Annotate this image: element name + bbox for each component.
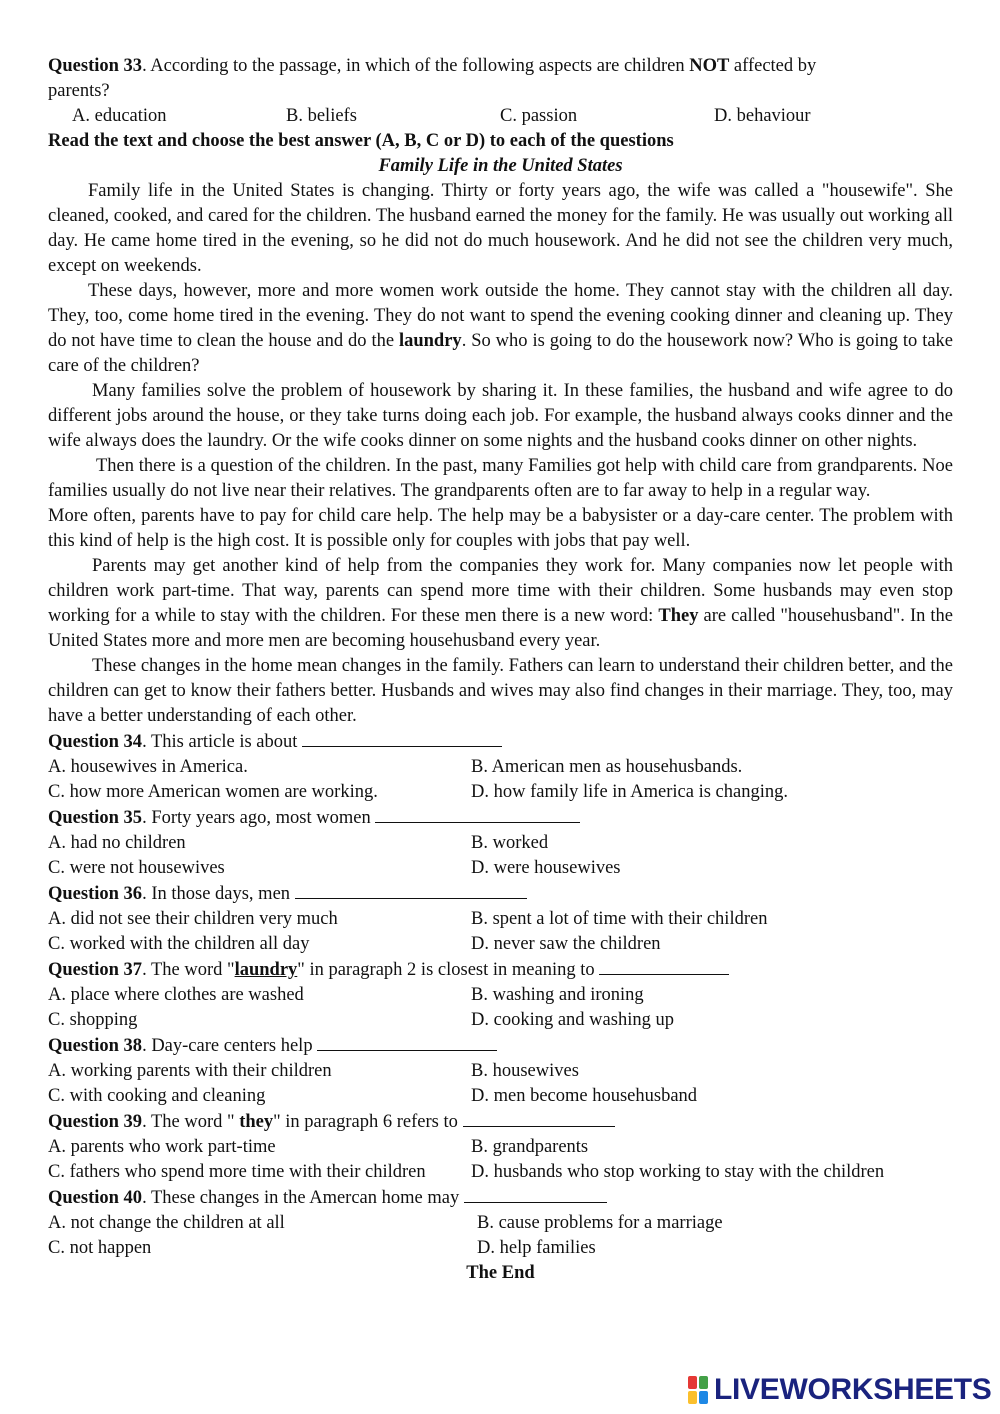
option-a[interactable]: A. not change the children at all <box>48 1213 285 1233</box>
passage-title: Family Life in the United States <box>378 156 623 176</box>
options-row <box>48 755 953 780</box>
question-38: Question 38. Day-care centers help <box>48 1033 953 1059</box>
option-c[interactable]: C. how more American women are working. <box>48 782 378 802</box>
option-c[interactable]: C. were not housewives <box>48 858 225 878</box>
answer-blank[interactable] <box>464 1185 607 1203</box>
liveworksheets-logo <box>688 1372 992 1408</box>
question-39: Question 39. The word " they" in paragraph 6 refers to <box>48 1109 953 1135</box>
question-33-continuation: parents? <box>48 81 110 101</box>
question-label: Question 33 <box>48 56 143 76</box>
paragraph-6: Parents may get another kind of help from the companies they work for. Many companies now let people with children work part-time. That way, parents can spend more time with their children. Some husbands may even stop working for a while to stay with the children. For these men there is a new word: They are called "househusband". In the United States more and more men are becoming househusband every year. <box>48 556 954 651</box>
option-a[interactable]: A. education <box>72 106 167 126</box>
option-b[interactable]: B. spent a lot of time with their children <box>471 909 768 929</box>
options-row <box>48 831 953 856</box>
paragraph-4: Then there is a question of the children. In the past, many Families got help with child care from grandparents. Noe families usually do not live near their relatives. The grandparents often are to far away to help in a regular way. <box>48 456 953 501</box>
options-row <box>48 1160 953 1185</box>
option-d[interactable]: D. behaviour <box>714 106 811 126</box>
option-b[interactable]: B. housewives <box>471 1061 579 1081</box>
question-label: Question 34 <box>48 732 143 752</box>
logo-square-blue <box>699 1391 708 1404</box>
question-33-options <box>48 104 953 129</box>
question-34: Question 34. This article is about <box>48 729 953 755</box>
option-d[interactable]: D. husbands who stop working to stay with the children <box>471 1162 885 1182</box>
paragraph-5: More often, parents have to pay for child care help. The help may be a babysister or a day-care center. The problem with this kind of help is the high cost. It is possible only for couples with jobs that pay well. <box>48 506 953 551</box>
answer-blank[interactable] <box>375 805 580 823</box>
option-c[interactable]: C. passion <box>500 106 578 126</box>
options-row <box>48 856 953 881</box>
option-b[interactable]: B. American men as househusbands. <box>471 757 743 777</box>
option-b[interactable]: B. grandparents <box>471 1137 589 1157</box>
highlighted-word: they <box>239 1112 274 1132</box>
option-b[interactable]: B. beliefs <box>286 106 357 126</box>
question-40: Question 40. These changes in the Amercan home may <box>48 1185 953 1211</box>
logo-square-yellow <box>688 1391 697 1404</box>
option-d[interactable]: D. how family life in America is changing. <box>471 782 788 802</box>
question-label: Question 37 <box>48 960 143 980</box>
question-33: Question 33. According to the passage, in which of the following aspects are children NOT affected by <box>48 56 817 76</box>
logo-square-red <box>688 1376 697 1389</box>
option-c[interactable]: C. worked with the children all day <box>48 934 310 954</box>
answer-blank[interactable] <box>317 1033 497 1051</box>
options-row <box>48 1008 953 1033</box>
answer-blank[interactable] <box>295 881 527 899</box>
option-b[interactable]: B. cause problems for a marriage <box>477 1213 723 1233</box>
liveworksheets-logo-icon <box>688 1376 708 1404</box>
worksheet-page <box>48 54 953 1286</box>
instruction: Read the text and choose the best answer (A, B, C or D) to each of the questions <box>48 131 674 151</box>
question-label: Question 35 <box>48 808 143 828</box>
option-d[interactable]: D. cooking and washing up <box>471 1010 674 1030</box>
option-b[interactable]: B. worked <box>471 833 549 853</box>
option-a[interactable]: A. housewives in America. <box>48 757 248 777</box>
highlighted-word: laundry <box>234 960 298 980</box>
option-c[interactable]: C. with cooking and cleaning <box>48 1086 266 1106</box>
answer-blank[interactable] <box>302 729 502 747</box>
logo-square-green <box>699 1376 708 1389</box>
question-label: Question 40 <box>48 1188 143 1208</box>
question-label: Question 39 <box>48 1112 143 1132</box>
options-row <box>48 1236 953 1261</box>
answer-blank[interactable] <box>463 1109 615 1127</box>
option-c[interactable]: C. not happen <box>48 1238 152 1258</box>
question-35: Question 35. Forty years ago, most women <box>48 805 953 831</box>
option-d[interactable]: D. never saw the children <box>471 934 661 954</box>
paragraph-1: Family life in the United States is changing. Thirty or forty years ago, the wife was called a "housewife". She cleaned, cooked, and cared for the children. The husband earned the money for the family. He was usually out working all day. He came home tired in the evening, so he did not do much housework. And he did not see the children very much, except on weekends. <box>48 181 953 276</box>
options-row <box>48 780 953 805</box>
option-b[interactable]: B. washing and ironing <box>471 985 644 1005</box>
options-row <box>48 932 953 957</box>
logo-text: LIVEWORKSHEETS <box>714 1373 992 1406</box>
question-label: Question 38 <box>48 1036 143 1056</box>
paragraph-2: These days, however, more and more women work outside the home. They cannot stay with the children all day. They, too, come home tired in the evening. They do not want to spend the evening cooking dinner and cleaning up. They do not have time to clean the house and do the laundry. So who is going to do the housework now? Who is going to take care of the children? <box>48 281 954 376</box>
options-row <box>48 1084 953 1109</box>
options-row <box>48 983 953 1008</box>
options-row <box>48 1211 953 1236</box>
option-a[interactable]: A. parents who work part-time <box>48 1137 276 1157</box>
answer-blank[interactable] <box>599 957 729 975</box>
paragraph-7: These changes in the home mean changes in the family. Fathers can learn to understand their children better, and the children can get to know their fathers better. Husbands and wives may also find changes in their marriage. They, too, may have a better understanding of each other. <box>48 656 953 726</box>
option-c[interactable]: C. shopping <box>48 1010 138 1030</box>
option-c[interactable]: C. fathers who spend more time with their children <box>48 1162 426 1182</box>
question-37: Question 37. The word "laundry" in paragraph 2 is closest in meaning to <box>48 957 953 983</box>
options-row <box>48 907 953 932</box>
options-row <box>48 1135 953 1160</box>
question-label: Question 36 <box>48 884 143 904</box>
option-a[interactable]: A. place where clothes are washed <box>48 985 304 1005</box>
the-end: The End <box>466 1263 535 1283</box>
option-a[interactable]: A. had no children <box>48 833 186 853</box>
option-d[interactable]: D. help families <box>477 1238 596 1258</box>
question-36: Question 36. In those days, men <box>48 881 953 907</box>
options-row <box>48 1059 953 1084</box>
option-a[interactable]: A. working parents with their children <box>48 1061 332 1081</box>
option-d[interactable]: D. were housewives <box>471 858 621 878</box>
option-d[interactable]: D. men become househusband <box>471 1086 698 1106</box>
option-a[interactable]: A. did not see their children very much <box>48 909 338 929</box>
paragraph-3: Many families solve the problem of housework by sharing it. In these families, the husband and wife agree to do different jobs around the house, or they take turns doing each job. For example, the husband always cooks dinner and the wife always does the laundry. Or the wife cooks dinner on some nights and the husband cooks dinner on other nights. <box>48 381 953 451</box>
